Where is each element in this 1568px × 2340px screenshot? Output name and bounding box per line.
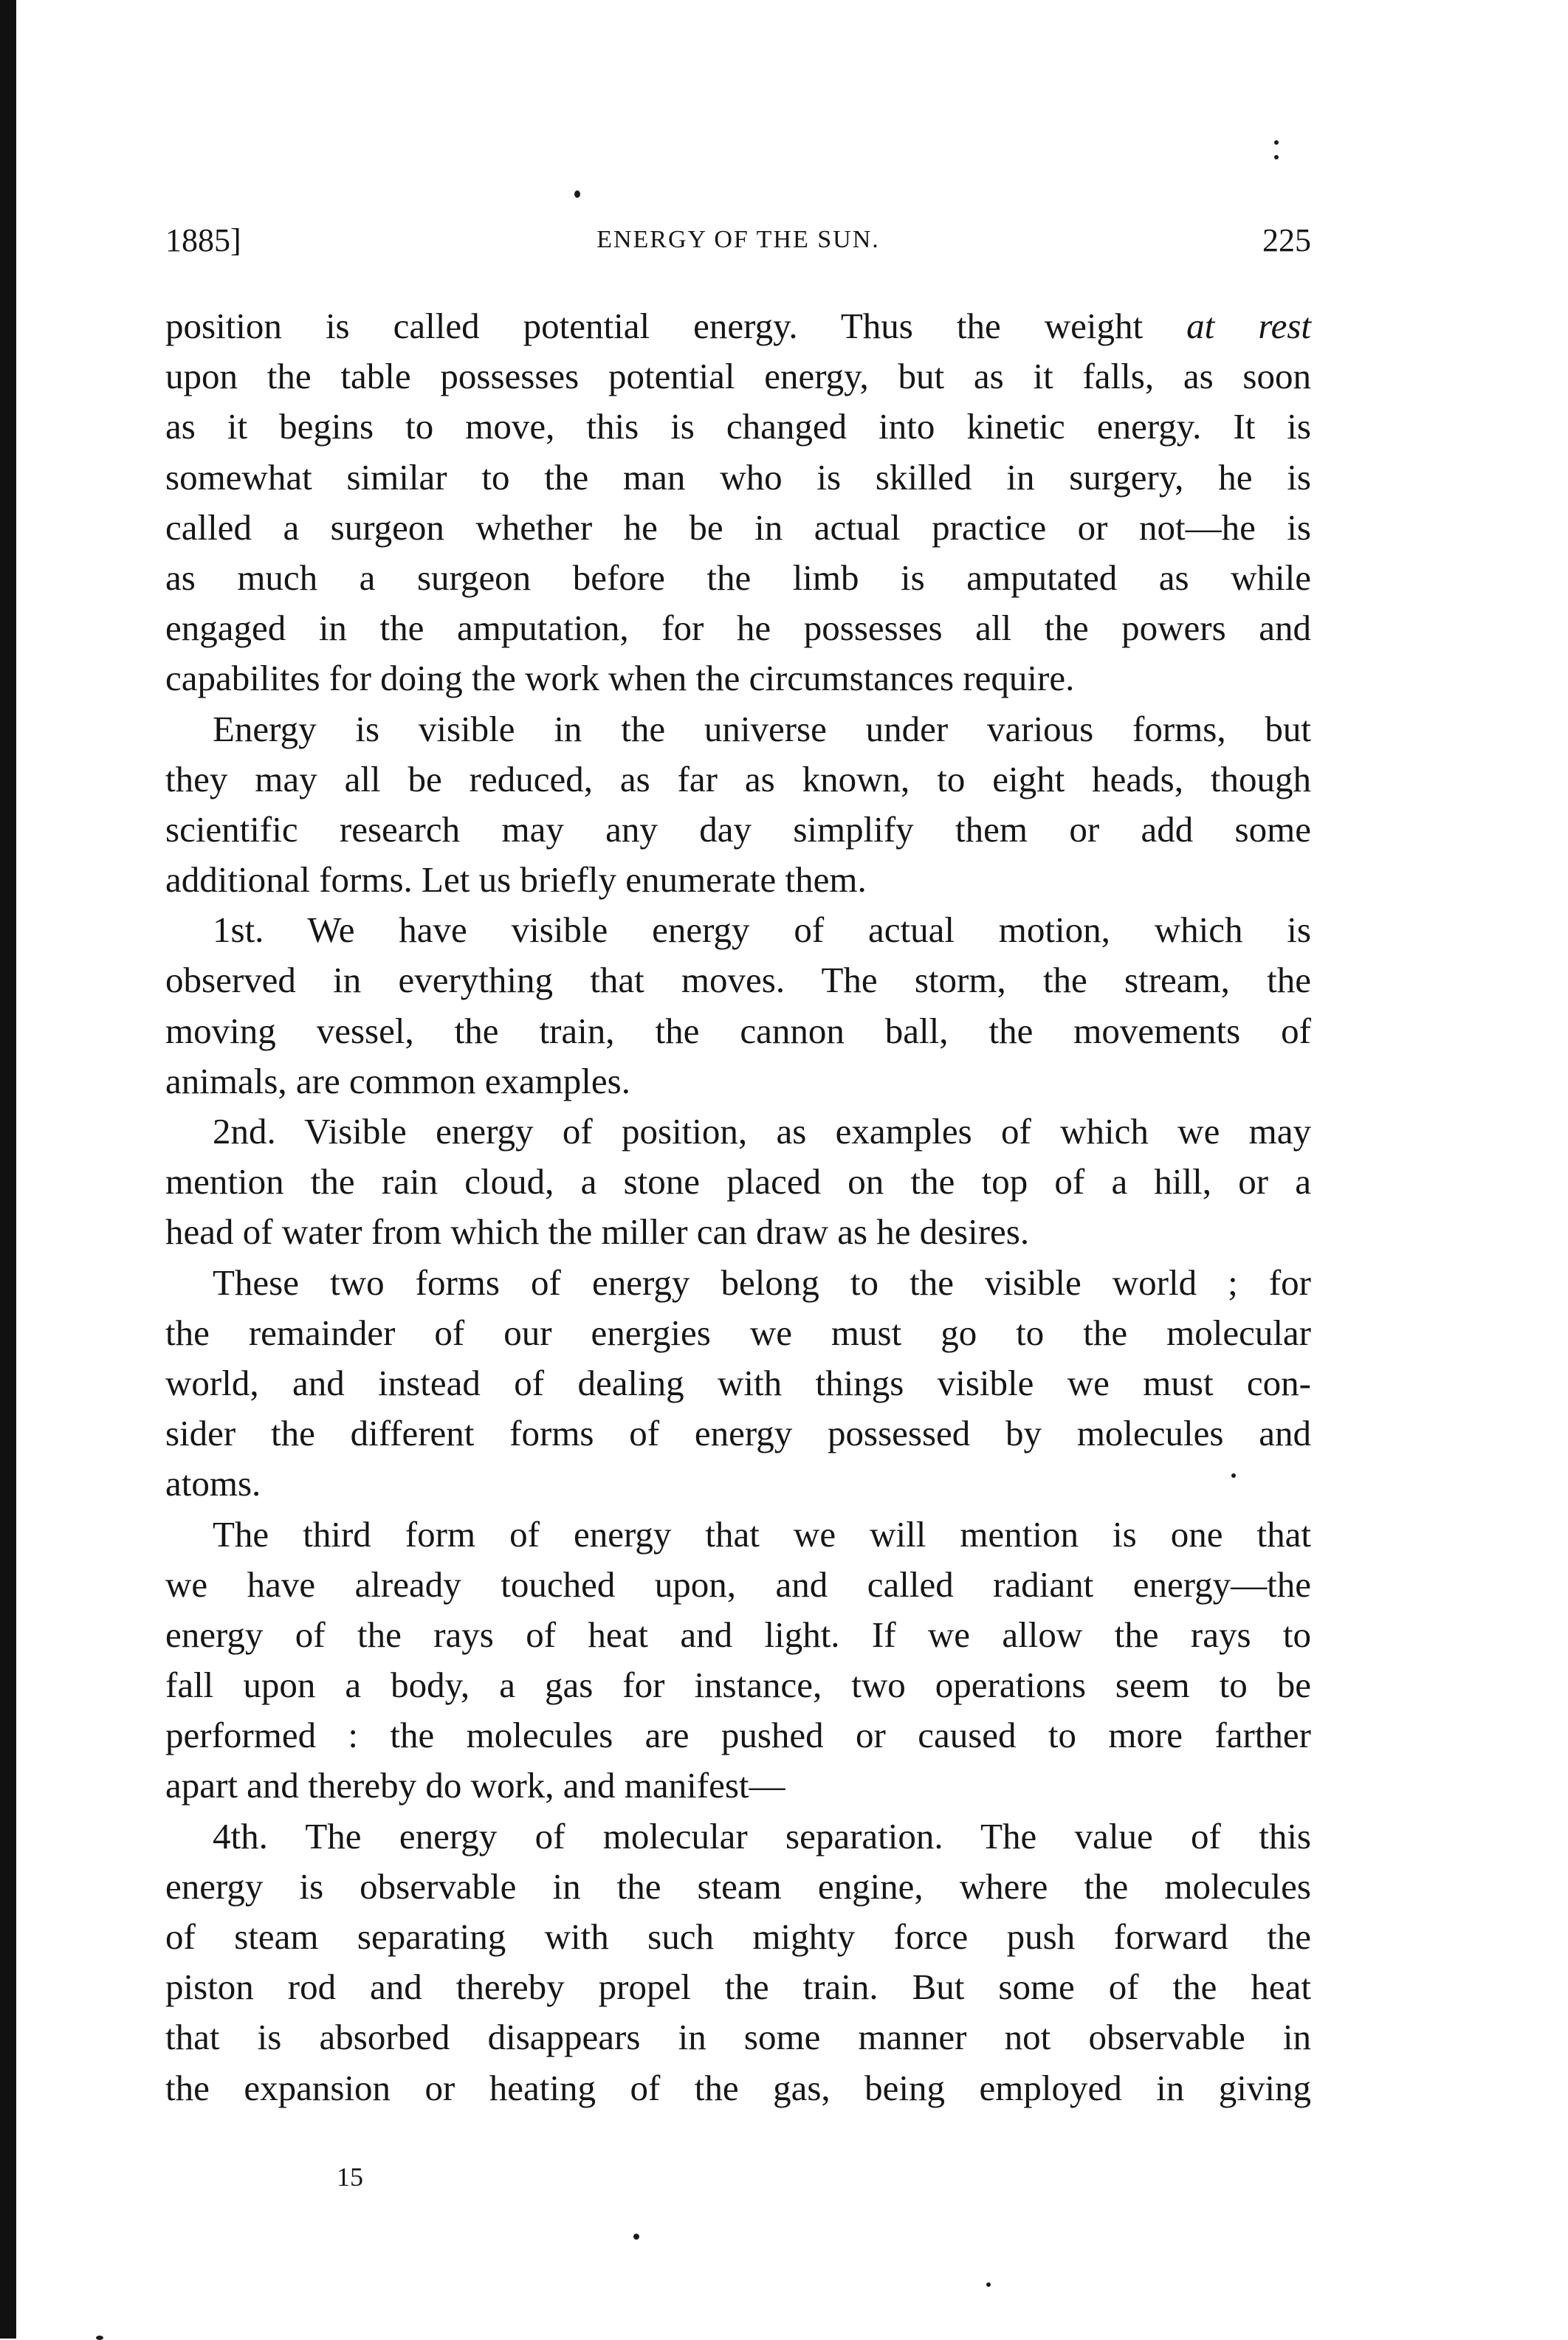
text-line: mention the rain cloud, a stone placed on the top of a hill, or a [165, 1161, 1311, 1202]
text-line: additional forms. Let us briefly enumerate them. [165, 859, 867, 901]
text-line: called a surgeon whether he be in actual practice or not—he is [165, 506, 1311, 548]
text-line: apart and thereby do work, and manifest— [165, 1765, 785, 1806]
header-title: ENERGY OF THE SUN. [596, 226, 880, 253]
speck-mark [633, 2234, 639, 2240]
scan-left-edge [0, 0, 16, 2339]
text-line: of steam separating with such mighty force push forward the [165, 1916, 1311, 1957]
text-line: The third form of energy that we will mention is one that [213, 1513, 1311, 1555]
text-line: the expansion or heating of the gas, being employed in giving [165, 2067, 1311, 2108]
text-line: 2nd. Visible energy of position, as examples of which we may [213, 1111, 1311, 1152]
text-line: observed in everything that moves. The storm, the stream, the [165, 960, 1311, 1001]
emphasis-text: at rest [1186, 306, 1312, 346]
speck-mark [96, 2336, 103, 2340]
text-line: upon the table possesses potential energy, but as it falls, as soon [165, 356, 1311, 397]
text-line: These two forms of energy belong to the visible world ; for [213, 1262, 1311, 1303]
text-line: that is absorbed disappears in some manner not observable in [165, 2017, 1311, 2058]
speck-mark [1274, 155, 1279, 159]
speck-mark [574, 190, 580, 198]
running-header [165, 221, 1311, 281]
text-line: the remainder of our energies we must go to the molecular [165, 1312, 1311, 1353]
text-line: Energy is visible in the universe under various forms, but [213, 708, 1311, 749]
text-line: scientific research may any day simplify them or add some [165, 808, 1311, 850]
text-line: we have already touched upon, and called radiant energy—the [165, 1563, 1311, 1605]
page-number: 225 [1262, 222, 1311, 258]
text-line: as much a surgeon before the limb is amputated as while [165, 557, 1311, 598]
text-line: energy of the rays of heat and light. If we allow the rays to [165, 1614, 1311, 1655]
signature-mark: 15 [337, 2162, 363, 2192]
text-line: sider the different forms of energy possessed by molecules and [165, 1413, 1311, 1454]
text-line: moving vessel, the train, the cannon ball, the movements of [165, 1010, 1311, 1051]
text-line: as it begins to move, this is changed into kinetic energy. It is [165, 406, 1311, 447]
speck-mark [1274, 140, 1279, 145]
text-line: they may all be reduced, as far as known, to eight heads, though [165, 758, 1311, 799]
text-line: 4th. The energy of molecular separation. The value of this [213, 1815, 1311, 1856]
header-year: 1885] [165, 222, 241, 258]
body-text [165, 301, 1311, 2113]
text-line: somewhat similar to the man who is skilled in surgery, he is [165, 456, 1311, 498]
text-line: atoms. [165, 1463, 261, 1504]
text-line: fall upon a body, a gas for instance, two operations seem to be [165, 1665, 1311, 1706]
text-line: world, and instead of dealing with things visible we must con- [165, 1362, 1311, 1403]
speck-mark [986, 2282, 991, 2287]
text-line: capabilites for doing the work when the circumstances require. [165, 658, 1075, 699]
text-line: engaged in the amputation, for he possesses all the powers and [165, 608, 1311, 649]
text-line: animals, are common examples. [165, 1060, 630, 1101]
text-line: head of water from which the miller can draw as he desires. [165, 1211, 1030, 1253]
text-line: energy is observable in the steam engine, where the molecules [165, 1865, 1311, 1907]
text-line: piston rod and thereby propel the train. But some of the heat [165, 1966, 1311, 2008]
text-line: position is called potential energy. Thus the weight at rest [165, 306, 1312, 346]
text-line: 1st. We have visible energy of actual motion, which is [213, 909, 1311, 951]
text-line: performed : the molecules are pushed or caused to more farther [165, 1715, 1311, 1756]
